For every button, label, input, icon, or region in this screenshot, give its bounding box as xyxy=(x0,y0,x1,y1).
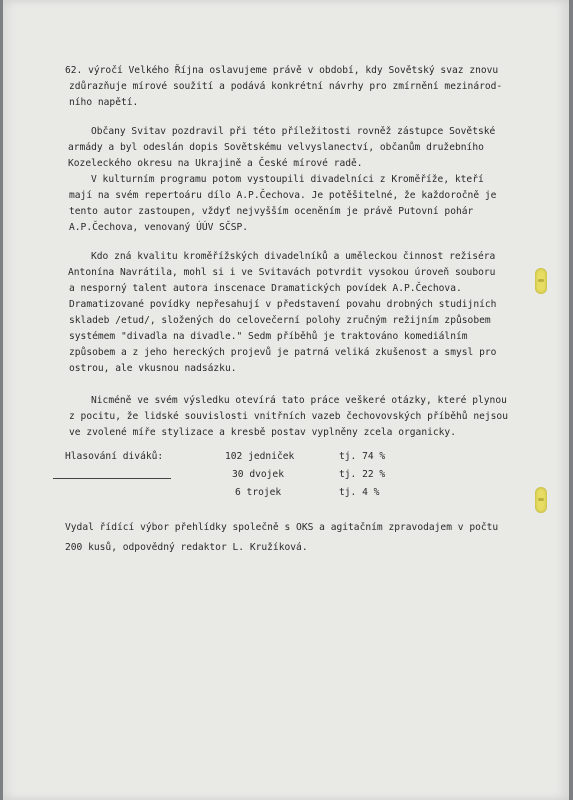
voting-row-percent: tj. 74 % xyxy=(339,451,386,462)
voting-label: Hlasování diváků: xyxy=(65,451,164,462)
paragraph3-line1: V kulturním programu potom vystoupili divadelníci z Kroměříže, kteří xyxy=(91,174,484,185)
paragraph3-line4: A.P.Čechova, venovaný ÚÚV SČSP. xyxy=(69,222,249,233)
paragraph3-line2: mají na svém repertoáru dílo A.P.Čechova. Je potěšitelné, že každoročně je xyxy=(69,190,497,201)
paragraph4-line4: Dramatizované povídky nepřesahují v představení povahu drobných studijních xyxy=(69,299,497,310)
paragraph5-line3: ve zvolené míře stylizace a kresbě postav vyplněny zcela organicky. xyxy=(69,427,456,438)
voting-row-count: 102 jedniček xyxy=(225,451,295,462)
paragraph2-line2: armády a byl odeslán dopis Sovětskému velvyslanectví, občanům družebního xyxy=(68,142,484,153)
paragraph4-line1: Kdo zná kvalitu kroměřížských divadelníků a uměleckou činnost režiséra xyxy=(91,251,496,262)
paragraph4-line6: systémem "divadla na divadle." Sedm příběhů je traktováno komediálním xyxy=(69,331,468,342)
paragraph3-line3: tento autor zastoupen, vždyť nejvyšším oceněním je právě Putovní pohár xyxy=(69,206,474,217)
binder-hole xyxy=(535,268,547,294)
paragraph5-line2: z pocitu, že lidské souvislosti vnitřních vazeb čechovovských příběhů nejsou xyxy=(69,411,508,422)
paragraph4-line3: a nesporný talent autora inscenace Dramatických povídek A.P.Čechova. xyxy=(69,283,462,294)
paragraph4-line8: ostrou, ale vkusnou nadsázku. xyxy=(69,363,237,374)
voting-row-percent: tj. 22 % xyxy=(339,469,386,480)
binder-hole xyxy=(535,487,547,513)
paragraph1-line1: 62. výročí Velkého Října oslavujeme právě v období, kdy Sovětský svaz znovu xyxy=(65,65,499,76)
paragraph4-line5: skladeb /etud/, složených do celovečerní polohy zručným režijním způsobem xyxy=(69,315,491,326)
voting-underline xyxy=(53,478,171,479)
paragraph2-line1: Občany Svitav pozdravil při této příležitosti rovněž zástupce Sovětské xyxy=(91,126,496,137)
paragraph1-line3: ního napětí. xyxy=(69,97,139,108)
footer-line2: 200 kusů, odpovědný redaktor L. Kružíková. xyxy=(65,542,308,553)
paragraph4-line7: způsobem a z jeho hereckých projevů je patrná veliká zkušenost a smysl pro xyxy=(69,347,497,358)
voting-row-percent: tj. 4 % xyxy=(339,487,380,498)
footer-line1: Vydal řídící výbor přehlídky společně s OKS a agitačním zpravodajem v počtu xyxy=(65,522,499,533)
paragraph4-line2: Antonína Navrátila, mohl si i ve Svitavách potvrdit vysokou úroveň souboru xyxy=(68,267,496,278)
typewritten-page xyxy=(3,0,569,800)
paragraph1-line2: zdůrazňuje mírové soužití a podává konkrétní návrhy pro zmírnění mezinárod- xyxy=(69,81,503,92)
voting-row-count: 30 dvojek xyxy=(232,469,284,480)
paragraph2-line3: Kozeleckého okresu na Ukrajině a České mírové radě. xyxy=(68,158,363,169)
voting-row-count: 6 trojek xyxy=(235,487,282,498)
paragraph5-line1: Nicméně ve svém výsledku otevírá tato práce veškeré otázky, které plynou xyxy=(91,395,507,406)
